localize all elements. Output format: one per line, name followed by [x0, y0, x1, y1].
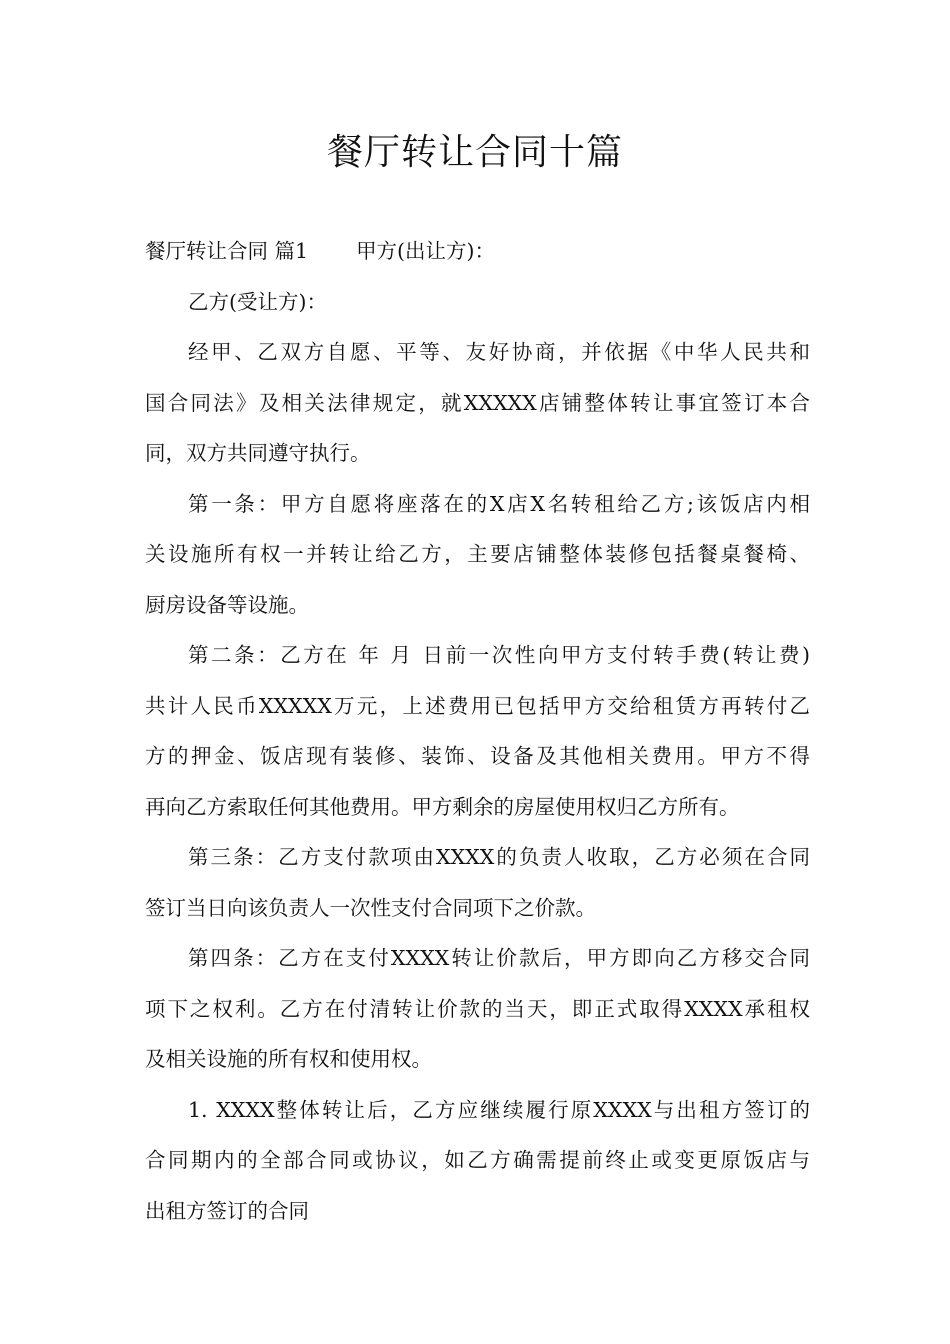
- paragraph-line: 共计人民币XXXXX万元，上述费用已包括甲方交给租赁方再转付乙: [145, 693, 810, 718]
- paragraph-line: 再向乙方索取任何其他费用。甲方剩余的房屋使用权归乙方所有。: [145, 794, 740, 819]
- paragraph-line: 同，双方共同遵守执行。: [145, 441, 371, 465]
- party-b-label: 乙方(受让方)：: [188, 289, 327, 314]
- document-title: 餐厅转让合同十篇: [326, 132, 623, 173]
- paragraph-line: 第一条：甲方自愿将座落在的X店X名转租给乙方;该饭店内相: [188, 491, 810, 516]
- paragraph-line: 厨房设备等设施。: [145, 592, 309, 617]
- paragraph-line: 经甲、乙双方自愿、平等、友好协商，并依据《中华人民共和: [188, 340, 810, 364]
- section-heading-line: [145, 226, 810, 277]
- paragraph-line: 及相关设施的所有权和使用权。: [145, 1047, 432, 1071]
- paragraph-line: 方的押金、饭店现有装修、装饰、设备及其他相关费用。甲方不得: [145, 744, 810, 768]
- paragraph-line: 出租方签订的合同: [145, 1198, 309, 1223]
- paragraph-line: 项下之权利。乙方在付清转让价款的当天，即正式取得XXXX承租权: [145, 996, 810, 1021]
- document-body: [145, 226, 810, 1236]
- party-a-label: 甲方(出让方)：: [356, 239, 496, 263]
- paragraph-line: 第三条：乙方支付款项由XXXX的负责人收取，乙方必须在合同: [188, 845, 810, 869]
- paragraph-line: 合同期内的全部合同或协议，如乙方确需提前终止或变更原饭店与: [145, 1148, 810, 1172]
- paragraph-line: 第二条：乙方在 年 月 日前一次性向甲方支付转手费(转让费): [188, 643, 810, 667]
- section-heading: 餐厅转让合同 篇1: [145, 239, 309, 263]
- paragraph-line: 签订当日向该负责人一次性支付合同项下之价款。: [145, 895, 596, 920]
- paragraph-line: 第四条：乙方在支付XXXX转让价款后，甲方即向乙方移交合同: [188, 946, 810, 970]
- paragraph-line: 1. XXXX整体转让后，乙方应继续履行原XXXX与出租方签订的: [188, 1097, 810, 1122]
- paragraph-line: 国合同法》及相关法律规定，就XXXXX店铺整体转让事宜签订本合: [145, 390, 810, 415]
- paragraph-line: 关设施所有权一并转让给乙方，主要店铺整体装修包括餐桌餐椅、: [145, 542, 810, 566]
